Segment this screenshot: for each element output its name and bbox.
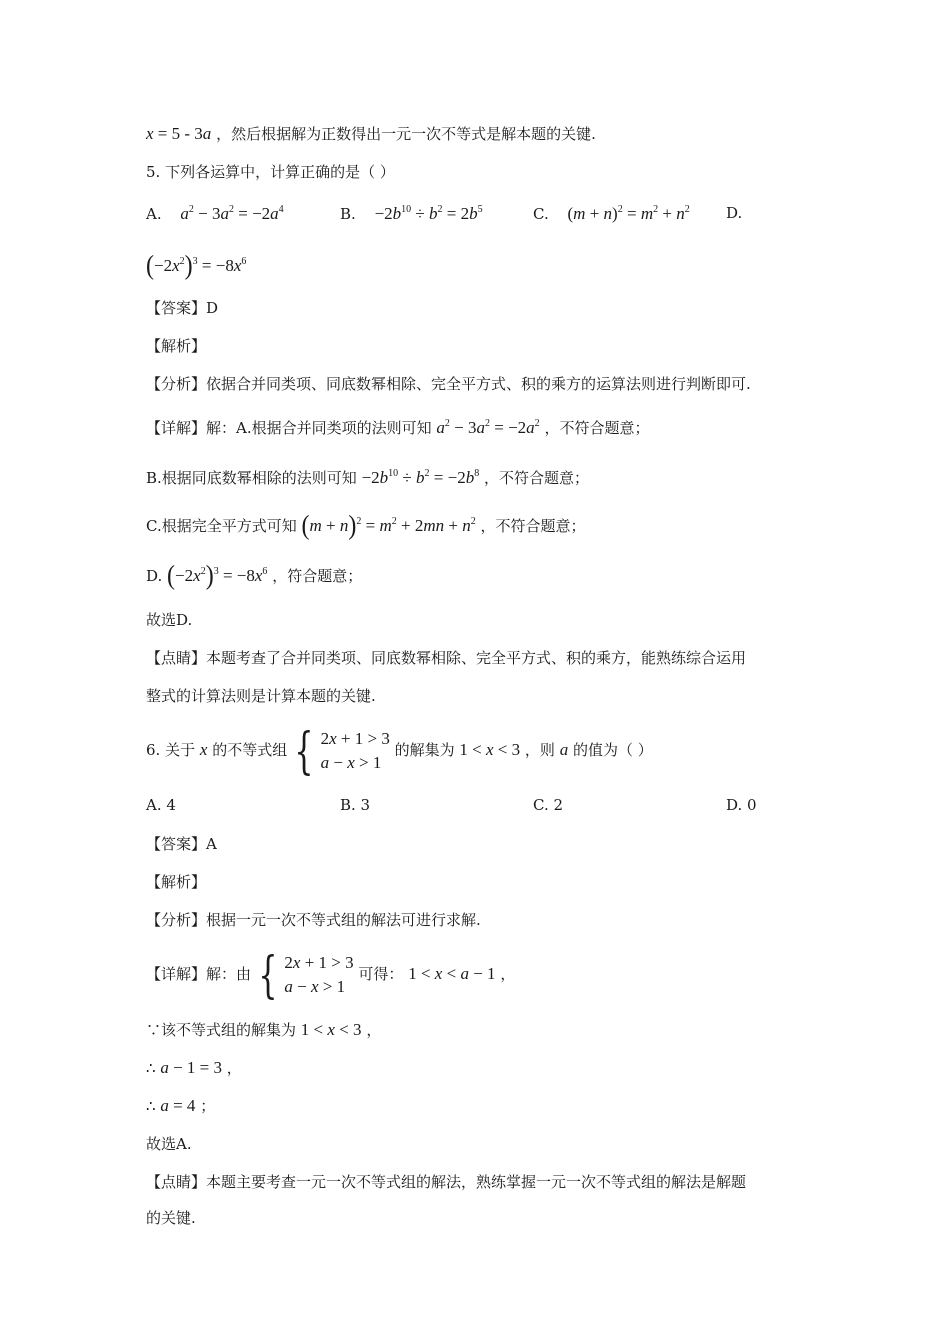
q6-option-b: B. 3 xyxy=(340,796,371,814)
q6-analysis: 【分析】根据一元一次不等式组的解法可进行求解. xyxy=(146,911,481,929)
q6-because: ∵该不等式组的解集为 1 < x < 3 ， xyxy=(146,1020,382,1039)
q5-detail-a: 【详解】解：A.根据合并同类项的法则可知 $a^2 - 3a^2 = -2a^2$ ，不符合题意； xyxy=(146,418,650,437)
q6-conclusion: 故选A. xyxy=(146,1135,192,1153)
q6-therefore-2: ∴ a = 4 ； xyxy=(146,1096,216,1115)
q6-option-d: D. 0 xyxy=(726,796,757,814)
q5-answer: 【答案】D xyxy=(146,299,219,317)
q5-option-c: C. $(m + n)^2 = m^2 + n^2$ xyxy=(533,204,690,223)
q6-analysis-head: 【解析】 xyxy=(146,873,207,891)
q5-analysis: 【分析】依据合并同类项、同底数幂相除、完全平方式、积的乘方的运算法则进行判断即可. xyxy=(146,375,751,393)
q5-option-b: B. $-2b^{10} \div b^2 = 2b^5$ xyxy=(340,204,483,223)
q5-comment-1: 【点睛】本题考查了合并同类项、同底数幂相除、完全平方式、积的乘方，能熟练综合运用 xyxy=(146,649,747,667)
q6-stem: 6. 关于 x 的不等式组 { 2x + 1 > 3 a − x > 1 的解集为 1 < x < 3 ，则 a 的值为（ ） xyxy=(146,722,653,780)
left-brace: { xyxy=(294,722,314,780)
prev-tail-text: ，然后根据解为正数得出一元一次不等式是解本题的关键. xyxy=(216,125,596,143)
q6-comment-1: 【点睛】本题主要考查一元一次不等式组的解法，熟练掌握一元一次不等式组的解法是解题 xyxy=(146,1173,747,1191)
prev-solution-tail xyxy=(146,122,596,146)
q5-analysis-head: 【解析】 xyxy=(146,337,207,355)
q6-detail: 【详解】解：由 { 2x + 1 > 3 a − x > 1 可得： 1 < x < a − 1 ， xyxy=(146,946,516,1004)
inequality-system: 2x + 1 > 3 a − x > 1 xyxy=(320,729,390,772)
math-x-eq: x = 5 - 3a xyxy=(146,124,212,143)
q6-option-c: C. 2 xyxy=(533,796,564,814)
q5-detail-b: B.根据同底数幂相除的法则可知 $-2b^{10} \div b^2 = -2b^8$ ，不符合题意； xyxy=(146,468,589,487)
q5-comment-2: 整式的计算法则是计算本题的关键. xyxy=(146,687,376,705)
q5-detail-d: D. $(-2x^2)^3 = -8x^6$ ，符合题意； xyxy=(146,561,363,591)
q5-detail-c: C.根据完全平方式可知 $(m + n)^2 = m^2 + 2mn + n^2$ ，不符合题意； xyxy=(146,511,586,541)
q5-option-d: D. xyxy=(726,204,743,222)
q5-stem: 5. 下列各运算中，计算正确的是（ ） xyxy=(146,163,395,181)
q5-option-d-expression: $(-2x^2)^3 = -8x^6$ xyxy=(146,251,247,281)
q6-answer: 【答案】A xyxy=(146,835,217,853)
q5-option-a: A. $a^2 - 3a^2 = -2a^4$ xyxy=(146,204,284,223)
left-brace: { xyxy=(258,946,278,1004)
q6-option-a: A. 4 xyxy=(146,796,176,814)
q5-conclusion: 故选D. xyxy=(146,611,193,629)
q6-therefore-1: ∴ a − 1 = 3 ， xyxy=(146,1058,242,1077)
q6-comment-2: 的关键. xyxy=(146,1209,196,1227)
inequality-system: 2x + 1 > 3 a − x > 1 xyxy=(284,953,354,996)
